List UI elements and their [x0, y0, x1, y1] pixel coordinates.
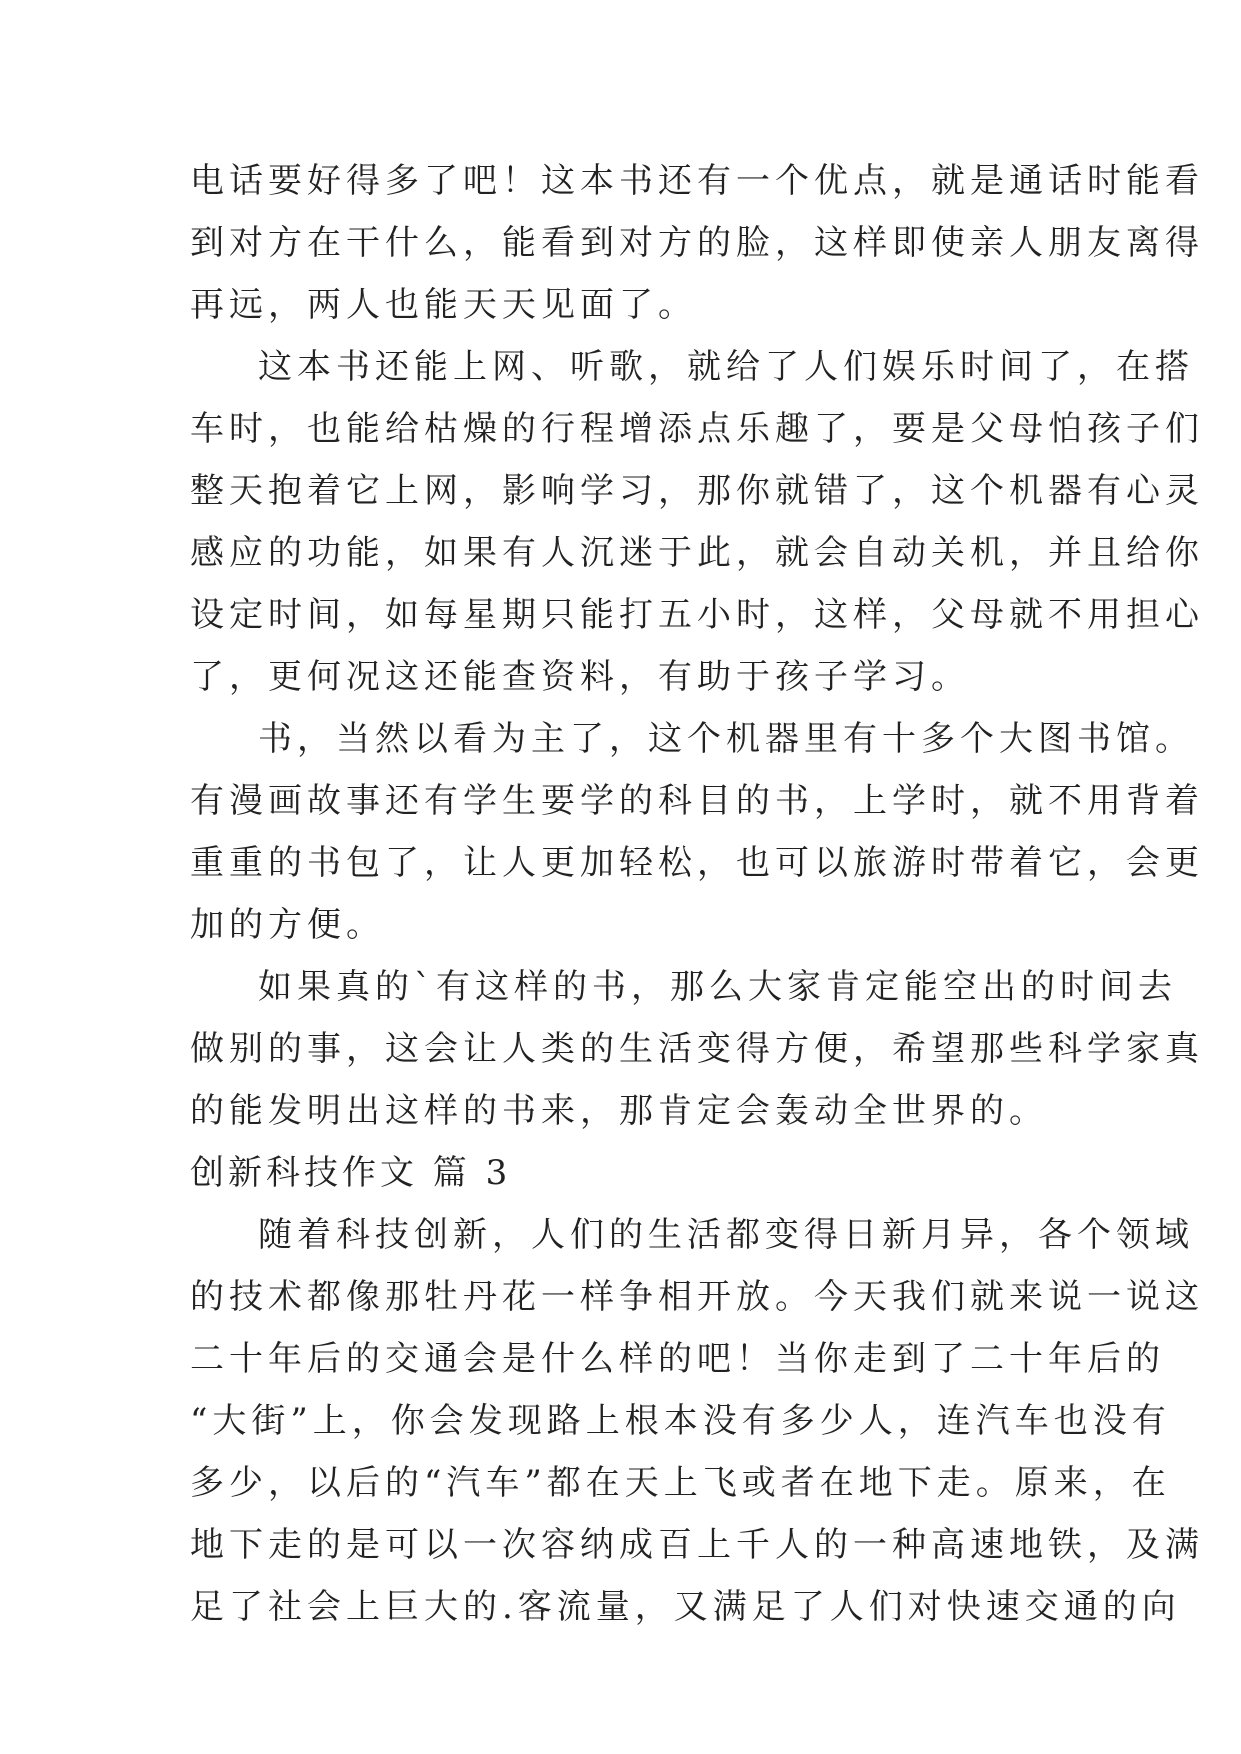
text-line: 了，更何况这还能查资料，有助于孩子学习。: [190, 657, 970, 697]
text-line: 电话要好得多了吧！这本书还有一个优点，就是通话时能看: [190, 161, 1204, 201]
text-line: “大街”上，你会发现路上根本没有多少人，连汽车也没有: [190, 1401, 1171, 1441]
section-heading: 创新科技作文 篇 3: [190, 1153, 512, 1193]
document-body: [190, 150, 1204, 1638]
text-line: 书，当然以看为主了，这个机器里有十多个大图书馆。: [258, 719, 1194, 759]
text-line: 的技术都像那牡丹花一样争相开放。今天我们就来说一说这: [190, 1277, 1204, 1317]
text-line: 再远，两人也能天天见面了。: [190, 285, 697, 325]
text-line: 如果真的`有这样的书，那么大家肯定能空出的时间去: [258, 967, 1177, 1007]
text-line: 加的方便。: [190, 905, 385, 945]
paragraph-reading: [190, 708, 1204, 956]
text-line: 感应的功能，如果有人沉迷于此，就会自动关机，并且给你: [190, 533, 1204, 573]
paragraph-internet: [190, 336, 1204, 708]
paragraph-transport: [190, 1204, 1204, 1638]
text-line: 足了社会上巨大的.客流量，又满足了人们对快速交通的向: [190, 1587, 1181, 1627]
text-line: 多少，以后的“汽车”都在天上飞或者在地下走。原来，在: [190, 1463, 1171, 1503]
text-line: 重重的书包了，让人更加轻松，也可以旅游时带着它，会更: [190, 843, 1204, 883]
text-line: 二十年后的交通会是什么样的吧！当你走到了二十年后的: [190, 1339, 1165, 1379]
paragraph-conclusion: [190, 956, 1204, 1142]
text-line: 随着科技创新，人们的生活都变得日新月异，各个领域: [258, 1215, 1194, 1255]
paragraph-continued: [190, 150, 1204, 336]
text-line: 车时，也能给枯燥的行程增添点乐趣了，要是父母怕孩子们: [190, 409, 1204, 449]
text-line: 做别的事，这会让人类的生活变得方便，希望那些科学家真: [190, 1029, 1204, 1069]
text-line: 的能发明出这样的书来，那肯定会轰动全世界的。: [190, 1091, 1048, 1131]
text-line: 地下走的是可以一次容纳成百上千人的一种高速地铁，及满: [190, 1525, 1204, 1565]
text-line: 有漫画故事还有学生要学的科目的书，上学时，就不用背着: [190, 781, 1204, 821]
text-line: 整天抱着它上网，影响学习，那你就错了，这个机器有心灵: [190, 471, 1204, 511]
text-line: 设定时间，如每星期只能打五小时，这样，父母就不用担心: [190, 595, 1204, 635]
text-line: 到对方在干什么，能看到对方的脸，这样即使亲人朋友离得: [190, 223, 1204, 263]
text-line: 这本书还能上网、听歌，就给了人们娱乐时间了，在搭: [258, 347, 1194, 387]
